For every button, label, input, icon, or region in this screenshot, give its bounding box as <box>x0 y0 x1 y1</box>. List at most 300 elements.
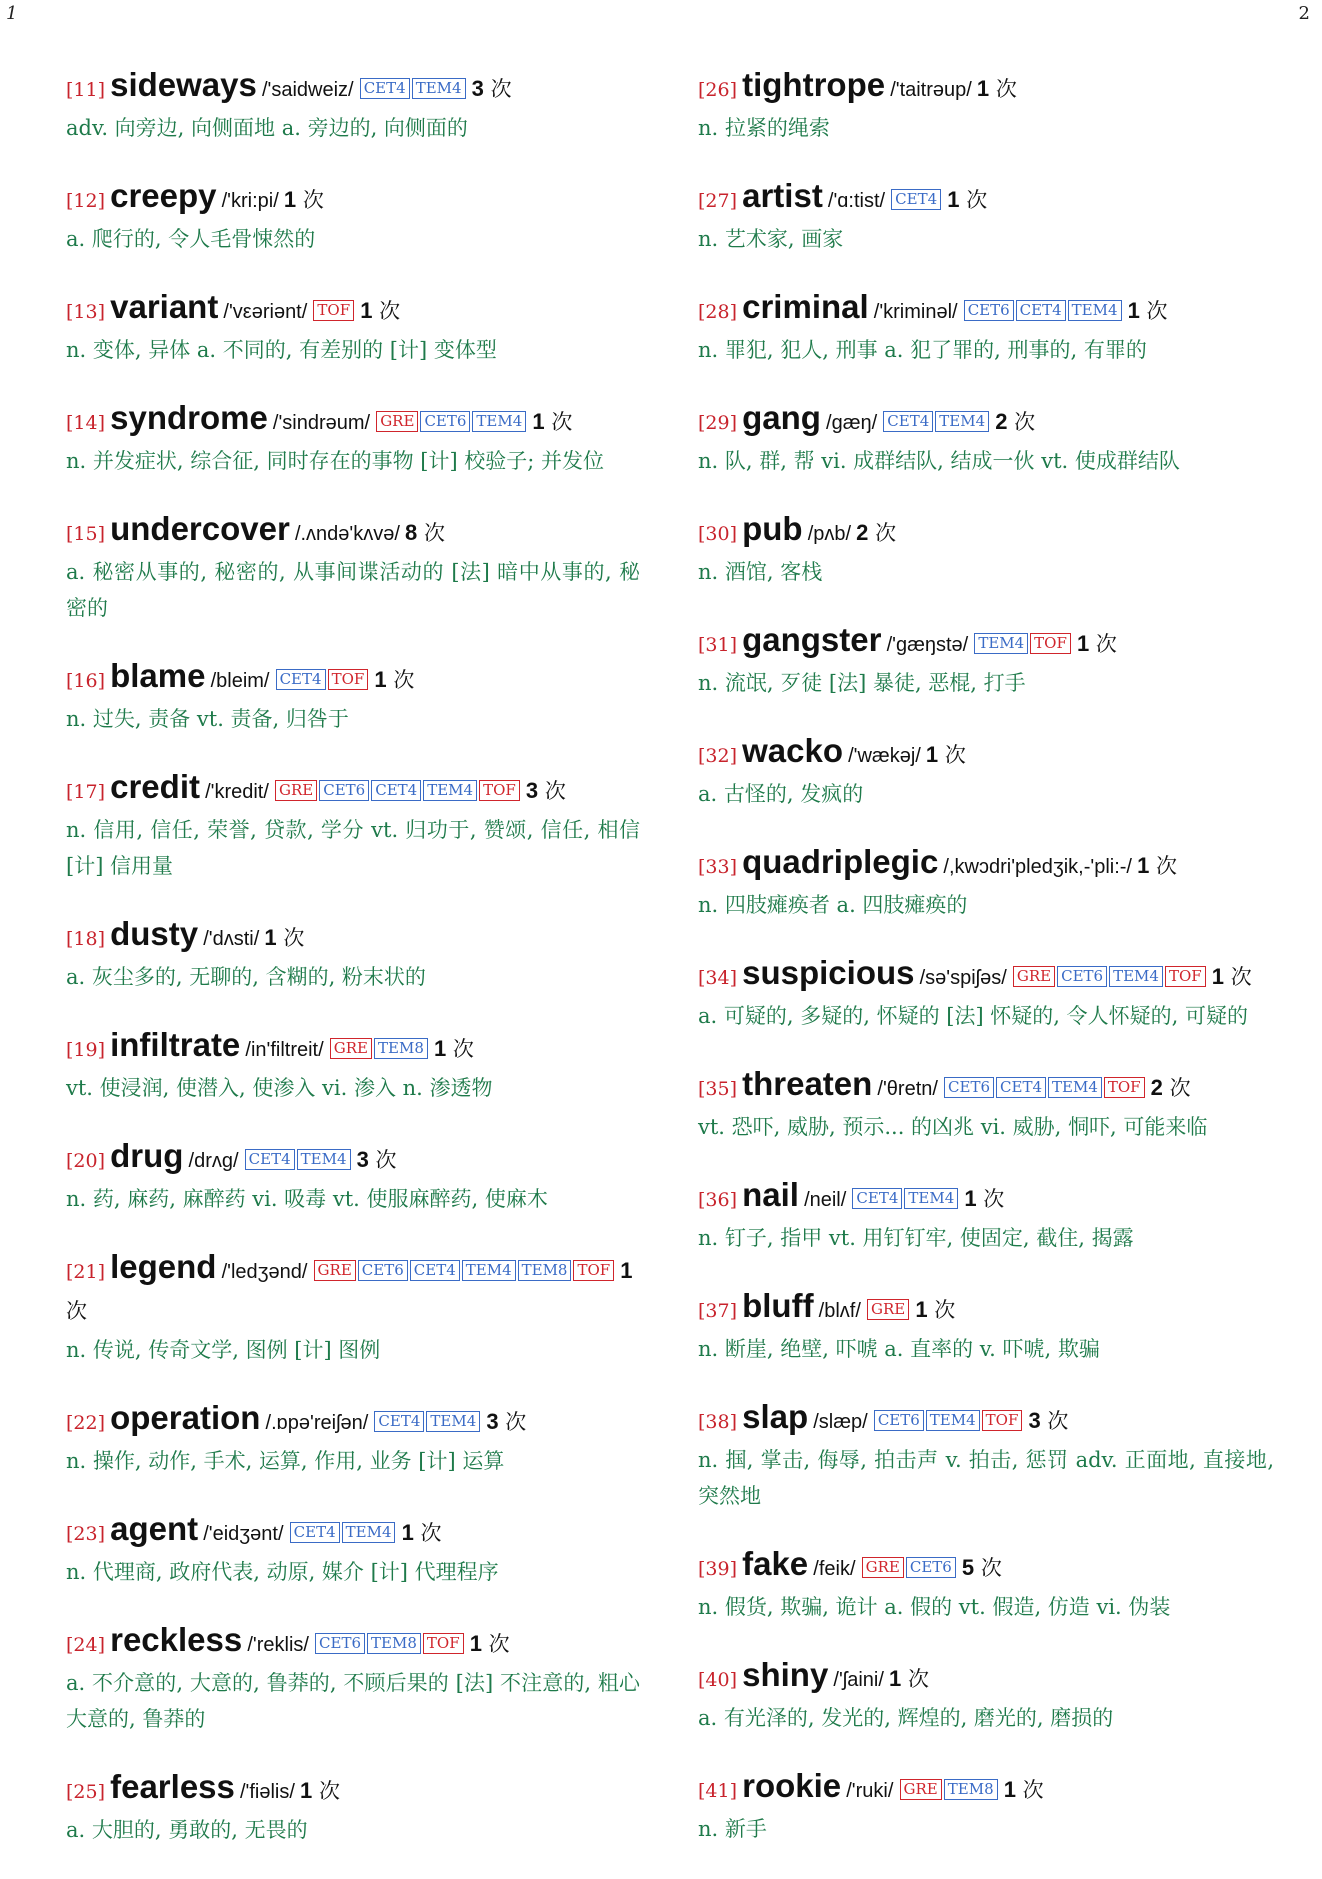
count-unit: 次 <box>980 1556 1002 1580</box>
count-unit: 次 <box>488 1632 510 1656</box>
phonetic: /'reklis/ <box>247 1634 309 1656</box>
count-unit: 次 <box>393 668 415 692</box>
entry-headline <box>698 1545 1274 1589</box>
phonetic: /gæŋ/ <box>826 412 878 434</box>
entry-index: [27] <box>698 190 738 212</box>
frequency-count <box>486 1410 526 1434</box>
entry-index: [24] <box>66 1634 106 1656</box>
count-unit: 次 <box>1169 1076 1191 1100</box>
entry-headline <box>66 915 640 959</box>
exam-tag: CET4 <box>276 669 326 690</box>
count-value: 1 <box>1076 631 1090 656</box>
entry-index: [11] <box>66 79 106 101</box>
exam-tag: TEM4 <box>926 1410 980 1431</box>
exam-tag: TEM8 <box>367 1633 421 1654</box>
count-value: 1 <box>976 76 990 101</box>
count-value: 1 <box>469 1631 482 1656</box>
definition: n. 新手 <box>698 1817 767 1841</box>
phonetic: /'eidʒənt/ <box>203 1523 284 1545</box>
phonetic: /'kriminəl/ <box>873 301 958 323</box>
entry-headline <box>66 1621 640 1665</box>
count-value: 1 <box>1137 853 1150 878</box>
headword: dusty <box>110 915 199 952</box>
frequency-count <box>995 410 1035 434</box>
headword: quadriplegic <box>742 843 939 880</box>
exam-tag: TOF <box>573 1260 614 1281</box>
exam-tag: TOF <box>328 669 369 690</box>
entry-headline <box>66 1399 640 1443</box>
frequency-count <box>1077 632 1117 656</box>
entry-index: [35] <box>698 1078 738 1100</box>
vocab-entry <box>66 288 640 368</box>
frequency-count <box>357 1148 397 1172</box>
headword: reckless <box>110 1621 243 1658</box>
entry-headline <box>698 510 1274 554</box>
count-unit: 次 <box>544 779 566 803</box>
definition: n. 拉紧的绳索 <box>698 116 830 140</box>
exam-tag: CET6 <box>319 780 369 801</box>
frequency-count <box>1137 854 1177 878</box>
exam-tag: TEM4 <box>297 1149 351 1170</box>
exam-tag: TOF <box>1104 1077 1145 1098</box>
frequency-count <box>1004 1778 1044 1802</box>
definition: n. 并发症状, 综合征, 同时存在的事物 [计] 校验子; 并发位 <box>66 449 605 473</box>
headword: rookie <box>742 1767 842 1804</box>
vocab-entry <box>698 954 1274 1034</box>
frequency-count <box>964 1187 1004 1211</box>
definition: n. 艺术家, 画家 <box>698 227 844 251</box>
definition: n. 假货, 欺骗, 诡计 a. 假的 vt. 假造, 仿造 vi. 伪装 <box>698 1595 1171 1619</box>
vocab-entry <box>698 1656 1274 1736</box>
frequency-count <box>470 1632 510 1656</box>
definition: n. 队, 群, 帮 vi. 成群结队, 结成一伙 vt. 使成群结队 <box>698 449 1180 473</box>
definition: n. 断崖, 绝壁, 吓唬 a. 直率的 v. 吓唬, 欺骗 <box>698 1337 1100 1361</box>
vocab-entry <box>66 1399 640 1479</box>
phonetic: /blʌf/ <box>818 1300 861 1322</box>
entry-index: [36] <box>698 1189 738 1211</box>
definition: n. 钉子, 指甲 vt. 用钉钉牢, 使固定, 截住, 揭露 <box>698 1226 1134 1250</box>
frequency-count <box>1212 965 1252 989</box>
vocab-entry <box>698 177 1274 257</box>
definition: a. 不介意的, 大意的, 鲁莽的, 不顾后果的 [法] 不注意的, 粗心大意的, 鲁莽的 <box>66 1671 640 1731</box>
entry-index: [39] <box>698 1558 738 1580</box>
entry-headline <box>698 1287 1274 1331</box>
frequency-count <box>1028 1409 1068 1433</box>
headword: infiltrate <box>110 1026 241 1063</box>
headword: nail <box>742 1176 799 1213</box>
vocab-entry <box>66 1248 640 1368</box>
count-value: 1 <box>964 1186 977 1211</box>
entry-headline <box>698 1398 1274 1442</box>
phonetic: /,kwɔdri'pledʒik,-'pli:-/ <box>943 856 1132 878</box>
entry-headline <box>698 66 1274 110</box>
exam-tag: CET6 <box>358 1260 408 1281</box>
count-value: 2 <box>995 409 1008 434</box>
entry-index: [41] <box>698 1780 738 1802</box>
entry-headline <box>698 621 1274 665</box>
count-value: 8 <box>405 520 418 545</box>
exam-tag: CET4 <box>360 78 410 99</box>
headword: creepy <box>110 177 217 214</box>
phonetic: /'kri:pi/ <box>221 190 279 212</box>
headword: syndrome <box>110 399 268 436</box>
vocab-entry <box>698 399 1274 479</box>
frequency-count <box>526 779 566 803</box>
exam-tag: CET6 <box>420 411 470 432</box>
exam-tag: CET4 <box>891 189 941 210</box>
entry-headline <box>66 657 640 701</box>
vocab-entry <box>66 768 640 884</box>
vocab-entry <box>66 510 640 626</box>
phonetic: /.ʌndə'kʌvə/ <box>294 523 400 545</box>
count-unit: 次 <box>907 1667 929 1691</box>
definition: n. 掴, 掌击, 侮辱, 拍击声 v. 拍击, 惩罚 adv. 正面地, 直接地, 突然地 <box>698 1448 1274 1508</box>
headword: artist <box>742 177 823 214</box>
definition: n. 罪犯, 犯人, 刑事 a. 犯了罪的, 刑事的, 有罪的 <box>698 338 1147 362</box>
entry-headline <box>698 399 1274 443</box>
count-value: 1 <box>620 1258 633 1283</box>
phonetic: /drʌg/ <box>188 1150 239 1172</box>
phonetic: /'kredit/ <box>205 781 269 803</box>
frequency-count <box>977 77 1017 101</box>
vocab-entry <box>66 66 640 146</box>
phonetic: /'sindrəum/ <box>272 412 371 434</box>
phonetic: /.ɒpə'reiʃən/ <box>265 1412 369 1434</box>
exam-tag: TEM4 <box>935 411 989 432</box>
frequency-count <box>402 1521 442 1545</box>
exam-tag: GRE <box>862 1557 904 1578</box>
count-unit: 次 <box>452 1037 474 1061</box>
entry-headline <box>66 177 640 221</box>
definition: n. 流氓, 歹徒 [法] 暴徒, 恶棍, 打手 <box>698 671 1026 695</box>
headword: gang <box>742 399 821 436</box>
exam-tag: CET6 <box>874 1410 924 1431</box>
entry-headline <box>66 768 640 812</box>
count-value: 5 <box>961 1555 975 1580</box>
exam-tag: CET6 <box>315 1633 365 1654</box>
entry-index: [29] <box>698 412 738 434</box>
vocab-entry <box>66 1137 640 1217</box>
exam-tag: GRE <box>314 1260 356 1281</box>
count-unit: 次 <box>966 188 988 212</box>
headword: fearless <box>110 1768 235 1805</box>
count-value: 1 <box>433 1036 447 1061</box>
entry-headline <box>66 1137 640 1181</box>
count-unit: 次 <box>934 1298 956 1322</box>
phonetic: /'taitrəup/ <box>890 79 972 101</box>
entry-index: [25] <box>66 1781 106 1803</box>
exam-tag: TOF <box>1030 633 1071 654</box>
page-number-right: 2 <box>1298 3 1310 24</box>
column-right <box>698 66 1274 1878</box>
frequency-count <box>1128 299 1168 323</box>
entry-headline <box>66 1248 640 1332</box>
phonetic: /sə'spiʃəs/ <box>919 967 1007 989</box>
phonetic: /'gæŋstə/ <box>886 634 969 656</box>
entry-headline <box>66 510 640 554</box>
definition: n. 代理商, 政府代表, 动原, 媒介 [计] 代理程序 <box>66 1560 499 1584</box>
entry-headline <box>66 1510 640 1554</box>
definition: a. 可疑的, 多疑的, 怀疑的 [法] 怀疑的, 令人怀疑的, 可疑的 <box>698 1004 1249 1028</box>
definition: adv. 向旁边, 向侧面地 a. 旁边的, 向侧面的 <box>66 116 468 140</box>
exam-tag: TOF <box>423 1633 464 1654</box>
exam-tag: TEM4 <box>462 1260 516 1281</box>
entry-index: [14] <box>66 412 106 434</box>
headword: tightrope <box>742 66 886 103</box>
count-unit: 次 <box>379 299 401 323</box>
exam-tag: TEM8 <box>944 1779 998 1800</box>
vocab-entry <box>698 1767 1274 1847</box>
headword: drug <box>110 1137 184 1174</box>
exam-tag: TEM4 <box>974 633 1028 654</box>
count-value: 3 <box>356 1147 369 1172</box>
exam-tag: CET6 <box>944 1077 994 1098</box>
vocab-entry <box>66 1621 640 1737</box>
frequency-count <box>962 1556 1002 1580</box>
count-value: 1 <box>401 1520 414 1545</box>
exam-tag: TEM4 <box>342 1522 396 1543</box>
entry-index: [17] <box>66 781 106 803</box>
phonetic: /'fiəlis/ <box>239 1781 295 1803</box>
exam-tag: TEM8 <box>518 1260 572 1281</box>
frequency-count <box>284 188 324 212</box>
count-unit: 次 <box>1095 632 1117 656</box>
vocab-entry <box>66 915 640 995</box>
count-unit: 次 <box>66 1299 87 1323</box>
count-unit: 次 <box>283 926 305 950</box>
entry-headline <box>66 399 640 443</box>
phonetic: /'wækəj/ <box>848 745 921 767</box>
entry-headline <box>698 1065 1274 1109</box>
phonetic: /'saidweiz/ <box>261 79 354 101</box>
count-value: 3 <box>486 1409 499 1434</box>
headword: threaten <box>742 1065 873 1102</box>
phonetic: /slæp/ <box>813 1411 868 1433</box>
phonetic: /pʌb/ <box>807 523 852 545</box>
count-value: 1 <box>374 667 387 692</box>
exam-tag: GRE <box>376 411 418 432</box>
entry-headline <box>698 1176 1274 1220</box>
headword: fake <box>742 1545 809 1582</box>
exam-tag: TOF <box>982 1410 1023 1431</box>
phonetic: /'ledʒənd/ <box>221 1261 308 1283</box>
vocab-entry <box>698 288 1274 368</box>
entry-index: [38] <box>698 1411 738 1433</box>
frequency-count <box>947 188 987 212</box>
definition: n. 四肢瘫痪者 a. 四肢瘫痪的 <box>698 893 968 917</box>
count-unit: 次 <box>302 188 324 212</box>
column-left <box>66 66 640 1879</box>
count-unit: 次 <box>1022 1778 1044 1802</box>
vocab-entry <box>66 1510 640 1590</box>
headword: shiny <box>742 1656 829 1693</box>
entry-index: [32] <box>698 745 738 767</box>
entry-index: [34] <box>698 967 738 989</box>
definition: a. 有光泽的, 发光的, 辉煌的, 磨光的, 磨损的 <box>698 1706 1114 1730</box>
exam-tag: TOF <box>313 300 354 321</box>
count-unit: 次 <box>875 521 897 545</box>
definition: a. 灰尘多的, 无聊的, 含糊的, 粉末状的 <box>66 965 426 989</box>
count-unit: 次 <box>1156 854 1178 878</box>
entry-index: [33] <box>698 856 738 878</box>
count-unit: 次 <box>551 410 573 434</box>
exam-tag: TEM4 <box>412 78 466 99</box>
definition: n. 传说, 传奇文学, 图例 [计] 图例 <box>66 1338 381 1362</box>
headword: operation <box>110 1399 261 1436</box>
frequency-count <box>532 410 572 434</box>
headword: blame <box>110 657 206 694</box>
phonetic: /'ʃaini/ <box>833 1669 884 1691</box>
count-unit: 次 <box>375 1148 397 1172</box>
count-value: 1 <box>925 742 939 767</box>
exam-tag: TEM4 <box>904 1188 958 1209</box>
count-value: 1 <box>915 1297 928 1322</box>
phonetic: /bleim/ <box>210 670 270 692</box>
headword: sideways <box>110 66 257 103</box>
vocab-entry <box>698 1287 1274 1367</box>
headword: suspicious <box>742 954 915 991</box>
definition: n. 酒馆, 客栈 <box>698 560 823 584</box>
entry-index: [30] <box>698 523 738 545</box>
count-unit: 次 <box>944 743 966 767</box>
exam-tag: CET6 <box>906 1557 956 1578</box>
headword: variant <box>110 288 219 325</box>
exam-tag: CET4 <box>852 1188 902 1209</box>
frequency-count <box>856 521 896 545</box>
entry-headline <box>698 843 1274 887</box>
exam-tag: TOF <box>1165 966 1206 987</box>
definition: a. 爬行的, 令人毛骨悚然的 <box>66 227 316 251</box>
exam-tag: CET4 <box>371 780 421 801</box>
headword: undercover <box>110 510 290 547</box>
phonetic: /in'filtreit/ <box>245 1039 324 1061</box>
count-unit: 次 <box>420 1521 442 1545</box>
entry-headline <box>66 1026 640 1070</box>
definition: vt. 使浸润, 使潜入, 使渗入 vi. 渗入 n. 渗透物 <box>66 1076 493 1100</box>
count-value: 1 <box>532 409 545 434</box>
vocab-entry <box>698 843 1274 923</box>
entry-headline <box>698 954 1274 998</box>
entry-index: [22] <box>66 1412 106 1434</box>
phonetic: /'θretn/ <box>877 1078 938 1100</box>
count-unit: 次 <box>1146 299 1168 323</box>
definition: n. 操作, 动作, 手术, 运算, 作用, 业务 [计] 运算 <box>66 1449 505 1473</box>
count-unit: 次 <box>983 1187 1005 1211</box>
exam-tag: TEM8 <box>374 1038 428 1059</box>
count-unit: 次 <box>318 1779 340 1803</box>
entry-headline <box>66 66 640 110</box>
vocab-entry <box>698 1176 1274 1256</box>
exam-tag: CET4 <box>245 1149 295 1170</box>
phonetic: /'vεəriənt/ <box>223 301 308 323</box>
count-value: 1 <box>264 925 277 950</box>
count-unit: 次 <box>995 77 1017 101</box>
entry-index: [21] <box>66 1261 106 1283</box>
page-number-left: 1 <box>6 3 18 24</box>
exam-tag: CET4 <box>374 1411 424 1432</box>
exam-tag: TEM4 <box>1109 966 1163 987</box>
frequency-count <box>300 1779 340 1803</box>
count-value: 3 <box>471 76 484 101</box>
phonetic: /feik/ <box>813 1558 856 1580</box>
exam-tag: CET4 <box>290 1522 340 1543</box>
definition: a. 秘密从事的, 秘密的, 从事间谍活动的 [法] 暗中从事的, 秘密的 <box>66 560 640 620</box>
count-unit: 次 <box>423 521 445 545</box>
frequency-count <box>915 1298 955 1322</box>
count-value: 1 <box>1127 298 1140 323</box>
entry-index: [20] <box>66 1150 106 1172</box>
entry-headline <box>698 1656 1274 1700</box>
phonetic: /neil/ <box>804 1189 847 1211</box>
headword: slap <box>742 1398 809 1435</box>
entry-headline <box>66 288 640 332</box>
count-value: 1 <box>283 187 297 212</box>
headword: bluff <box>742 1287 814 1324</box>
count-unit: 次 <box>1014 410 1036 434</box>
count-value: 2 <box>856 520 869 545</box>
entry-headline <box>66 1768 640 1812</box>
frequency-count <box>360 299 400 323</box>
exam-tag: CET4 <box>410 1260 460 1281</box>
exam-tag: GRE <box>1013 966 1055 987</box>
definition: a. 古怪的, 发疯的 <box>698 782 864 806</box>
entry-headline <box>698 1767 1274 1811</box>
count-value: 1 <box>1003 1777 1016 1802</box>
exam-tag: GRE <box>867 1299 909 1320</box>
headword: pub <box>742 510 803 547</box>
frequency-count <box>1151 1076 1191 1100</box>
frequency-count <box>926 743 966 767</box>
entry-index: [26] <box>698 79 738 101</box>
count-value: 2 <box>1150 1075 1163 1100</box>
frequency-count <box>889 1667 929 1691</box>
entry-index: [12] <box>66 190 106 212</box>
count-value: 1 <box>300 1778 313 1803</box>
exam-tag: TEM4 <box>423 780 477 801</box>
vocab-entry <box>698 621 1274 701</box>
exam-tag: TEM4 <box>1068 300 1122 321</box>
entry-index: [13] <box>66 301 106 323</box>
exam-tag: GRE <box>330 1038 372 1059</box>
entry-index: [15] <box>66 523 106 545</box>
count-value: 3 <box>525 778 539 803</box>
vocab-entry <box>66 1026 640 1106</box>
vocab-entry <box>66 1768 640 1848</box>
vocab-entry <box>66 177 640 257</box>
entry-index: [19] <box>66 1039 106 1061</box>
vocab-entry <box>66 657 640 737</box>
exam-tag: TOF <box>479 780 520 801</box>
headword: credit <box>110 768 200 805</box>
exam-tag: GRE <box>275 780 317 801</box>
exam-tag: CET6 <box>964 300 1014 321</box>
headword: legend <box>110 1248 217 1285</box>
entry-headline <box>698 732 1274 776</box>
definition: vt. 恐吓, 威胁, 预示... 的凶兆 vi. 威胁, 恫吓, 可能来临 <box>698 1115 1208 1139</box>
definition: n. 信用, 信任, 荣誉, 贷款, 学分 vt. 归功于, 赞颂, 信任, 相信 [计] 信用量 <box>66 818 640 878</box>
exam-tag: CET4 <box>1016 300 1066 321</box>
definition: n. 变体, 异体 a. 不同的, 有差别的 [计] 变体型 <box>66 338 497 362</box>
vocab-entry <box>698 1545 1274 1625</box>
entry-index: [40] <box>698 1669 738 1691</box>
headword: wacko <box>742 732 843 769</box>
exam-tag: CET4 <box>883 411 933 432</box>
phonetic: /'ruki/ <box>846 1780 894 1802</box>
phonetic: /'ɑ:tist/ <box>827 190 886 212</box>
entry-headline <box>698 288 1274 332</box>
entry-index: [31] <box>698 634 738 656</box>
frequency-count <box>374 668 414 692</box>
